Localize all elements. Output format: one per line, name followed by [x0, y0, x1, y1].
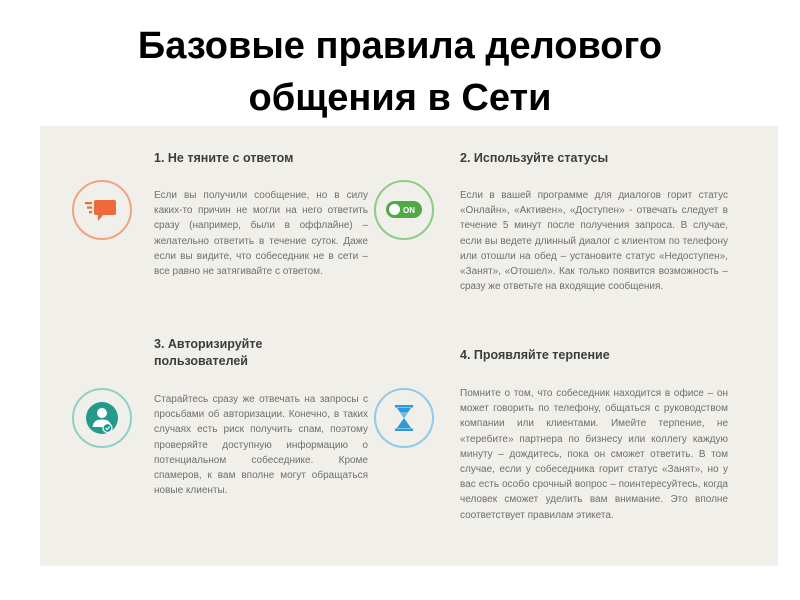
slide-title-line-2: общения в Сети	[248, 77, 552, 119]
slide-title-line-1: Базовые правила делового	[137, 25, 663, 67]
infographic-panel	[40, 126, 778, 566]
toggle-label: ON	[403, 206, 415, 215]
section-3-text: Старайтесь сразу же отвечать на запросы с просьбами об авторизации. Конечно, в таких случаях есть риск получить спам, поэтому проверяйте доступную информацию о потенциальном собеседнике. Кроме спамеров, к вам вполне могут обращаться новые клиенты.	[154, 394, 368, 497]
section-3-title: 3. Авторизируйте пользователей	[154, 337, 263, 368]
section-2-icon-circle	[374, 180, 434, 240]
hourglass-icon	[376, 390, 432, 446]
section-4-title: 4. Проявляйте терпение	[460, 348, 610, 362]
chat-bubble-icon	[74, 182, 130, 238]
section-2-text: Если в вашей программе для диалогов горит статус «Онлайн», «Активен», «Доступен» - отвечать следует в течение 5 минут после получения запроса. В случае, если вы ведете длинный диалог с клиентом по телефону или отошли на обед – установите статус «Недоступен», «Занят», «Отошел». Как только появится возможность – сразу же ответьте на входящие сообщения.	[460, 190, 728, 293]
section-3-icon-circle	[72, 388, 132, 448]
section-1-title: 1. Не тяните с ответом	[154, 151, 294, 165]
slide-title	[0, 20, 800, 124]
section-4-icon-circle	[374, 388, 434, 448]
section-1-text: Если вы получили сообщение, но в силу каких-то причин не могли на него ответить сразу (например, были в оффлайне) – желательно ответить в течение суток. Даже если вы видите, что собеседник не в сети – все равно не затягивайте с ответом.	[154, 190, 368, 278]
section-4-text: Помните о том, что собеседник находится в офисе – он может говорить по телефону, общаться с руководством компании или клиентами. Имейте терпение, не «теребите» партнера по бизнесу или коллегу каждую минуту – дождитесь, пока он сможет ответить. В том случае, если у собеседника горит статус «Занят», но у вас есть особо срочный вопрос – поинтересуйтесь, когда человек сможет уделить вам внимание. Это вполне соответствует правилам этикета.	[460, 388, 728, 521]
verified-user-icon	[74, 390, 130, 446]
toggle-switch-icon	[376, 182, 432, 238]
section-2-title: 2. Используйте статусы	[460, 151, 609, 165]
section-1-icon-circle	[72, 180, 132, 240]
